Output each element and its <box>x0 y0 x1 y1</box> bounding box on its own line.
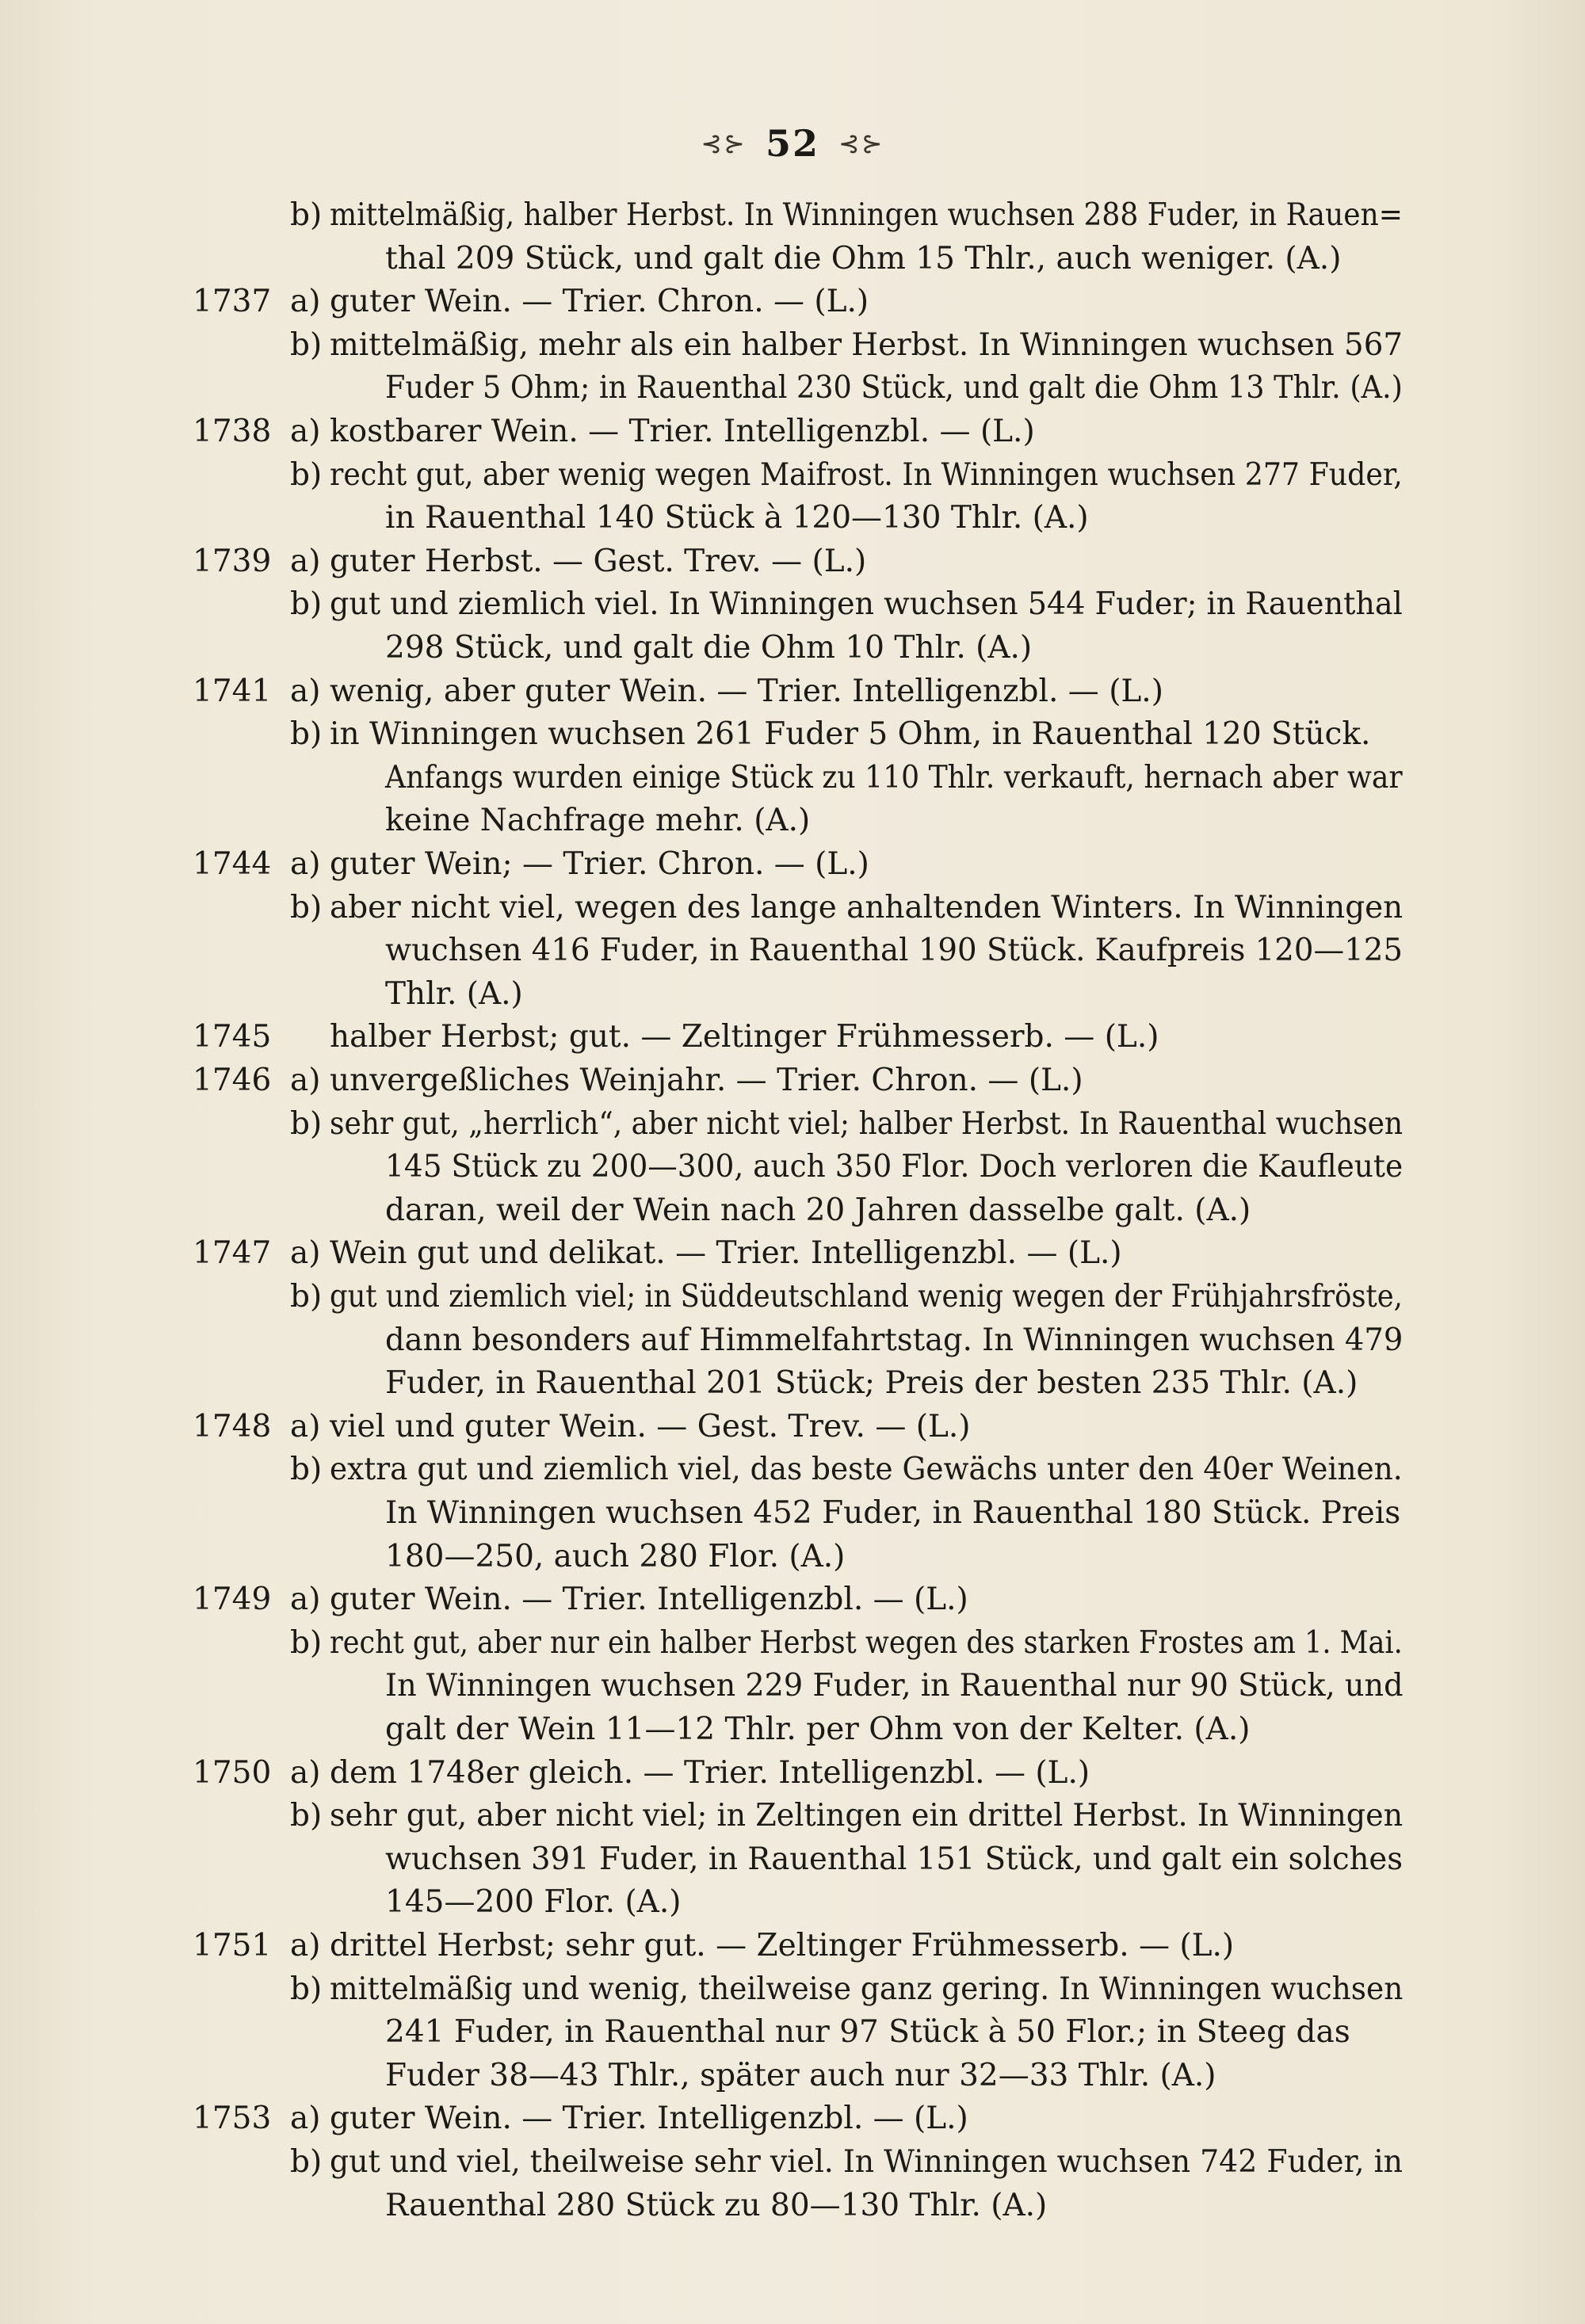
page-number: 52 <box>765 122 819 165</box>
entry-text: guter Herbst. — Gest. Trev. — (L.) <box>330 543 867 579</box>
item-marker: b) <box>290 716 323 753</box>
entry-text: extra gut und ziemlich viel, das beste Gewächs unter den 40er Weinen. <box>330 1452 1403 1488</box>
entry-text: guter Wein. — Trier. Intelligenzbl. — (L.) <box>330 1582 968 1618</box>
entry-text: in Winningen wuchsen 261 Fuder 5 Ohm, in Rauenthal 120 Stück. <box>330 716 1371 753</box>
text-line <box>0 1103 1585 1146</box>
page-header <box>0 119 1585 165</box>
entry-text: mittelmäßig, halber Herbst. In Winningen wuchsen 288 Fuder, in Rauen= <box>330 197 1403 233</box>
text-line <box>0 1968 1585 2011</box>
entry-text: unvergeßliches Weinjahr. — Trier. Chron. — (L.) <box>330 1063 1083 1098</box>
entry-text: gut und ziemlich viel. In Winningen wuchsen 544 Fuder; in Rauenthal <box>330 586 1403 623</box>
item-marker: a) <box>290 543 321 579</box>
item-marker: b) <box>290 1624 323 1661</box>
continuation-text: dann besonders auf Himmelfahrtstag. In Winningen wuchsen 479 <box>385 1322 1404 1358</box>
entry-text: sehr gut, „herrlich“, aber nicht viel; halber Herbst. In Rauenthal wuchsen <box>330 1105 1404 1142</box>
year-label: 1738 <box>193 414 272 449</box>
text-line <box>0 1578 1585 1621</box>
text-line <box>0 2055 1585 2097</box>
text-line <box>0 973 1585 1016</box>
item-marker: b) <box>290 456 323 493</box>
entry-text: mittelmäßig und wenig, theilweise ganz gering. In Winningen wuchsen <box>330 1971 1404 2007</box>
continuation-text: 145—200 Flor. (A.) <box>385 1884 682 1921</box>
item-marker: b) <box>290 586 323 623</box>
continuation-text: 180—250, auch 280 Flor. (A.) <box>385 1538 846 1574</box>
text-line <box>0 1016 1585 1059</box>
text-line <box>0 929 1585 972</box>
text-line <box>0 497 1585 540</box>
continuation-text: 298 Stück, und galt die Ohm 10 Thlr. (A.) <box>385 630 1033 666</box>
text-line <box>0 887 1585 929</box>
text-line <box>0 2011 1585 2054</box>
entry-text: drittel Herbst; sehr gut. — Zeltinger Frühmesserb. — (L.) <box>330 1928 1235 1963</box>
year-label: 1741 <box>193 673 272 709</box>
text-line <box>0 670 1585 713</box>
entry-text: mittelmäßig, mehr als ein halber Herbst. In Winningen wuchsen 567 <box>330 326 1404 363</box>
item-marker: a) <box>290 1235 321 1272</box>
continuation-text: Fuder 5 Ohm; in Rauenthal 230 Stück, und galt die Ohm 13 Thlr. (A.) <box>385 370 1403 406</box>
text-line <box>0 324 1585 367</box>
year-label: 1746 <box>193 1063 272 1098</box>
continuation-text: In Winningen wuchsen 452 Fuder, in Rauenthal 180 Stück. Preis <box>385 1495 1401 1531</box>
item-marker: b) <box>290 1798 323 1834</box>
year-label: 1750 <box>193 1754 272 1791</box>
text-line <box>0 280 1585 323</box>
year-label: 1751 <box>193 1928 272 1963</box>
text-line <box>0 1708 1585 1751</box>
text-line <box>0 238 1585 280</box>
entry-text: wenig, aber guter Wein. — Trier. Intelligenzbl. — (L.) <box>330 673 1163 709</box>
text-line <box>0 1232 1585 1275</box>
year-label: 1737 <box>193 284 272 320</box>
text-line <box>0 1838 1585 1881</box>
item-marker: a) <box>290 1928 321 1963</box>
entry-text: halber Herbst; gut. — Zeltinger Frühmesserb. — (L.) <box>330 1019 1159 1055</box>
text-line <box>0 843 1585 886</box>
item-marker: a) <box>290 1063 321 1098</box>
text-line <box>0 1319 1585 1362</box>
item-marker: b) <box>290 1279 323 1315</box>
text-line <box>0 194 1585 237</box>
entry-text: gut und ziemlich viel; in Süddeutschland wenig wegen der Frühjahrsfröste, <box>330 1279 1403 1315</box>
year-label: 1753 <box>193 2101 272 2137</box>
text-line <box>0 1881 1585 1924</box>
text-line <box>0 627 1585 670</box>
entry-text: guter Wein; — Trier. Chron. — (L.) <box>330 846 869 882</box>
text-line <box>0 2097 1585 2140</box>
entry-text: recht gut, aber wenig wegen Maifrost. In Winningen wuchsen 277 Fuder, <box>330 456 1403 493</box>
item-marker: b) <box>290 889 323 925</box>
entry-text: aber nicht viel, wegen des lange anhaltenden Winters. In Winningen <box>330 889 1404 925</box>
entry-text: recht gut, aber nur ein halber Herbst wegen des starken Frostes am 1. Mai. <box>330 1624 1403 1661</box>
item-marker: b) <box>290 1971 323 2007</box>
text-line <box>0 1276 1585 1318</box>
continuation-text: wuchsen 391 Fuder, in Rauenthal 151 Stück, und galt ein solches <box>385 1841 1404 1877</box>
text-line <box>0 1795 1585 1837</box>
text-line <box>0 713 1585 756</box>
year-label: 1745 <box>193 1019 272 1055</box>
item-marker: a) <box>290 1408 321 1444</box>
entry-text: dem 1748er gleich. — Trier. Intelligenzbl. — (L.) <box>330 1754 1090 1791</box>
item-marker: a) <box>290 846 321 882</box>
continuation-text: 241 Fuder, in Rauenthal nur 97 Stück à 50 Flor.; in Steeg das <box>385 2014 1350 2051</box>
text-line <box>0 1146 1585 1189</box>
text-line <box>0 2141 1585 2184</box>
item-marker: b) <box>290 2144 323 2180</box>
text-line <box>0 1362 1585 1405</box>
text-line <box>0 1536 1585 1578</box>
text-line <box>0 367 1585 410</box>
text-line <box>0 1189 1585 1232</box>
text-line <box>0 540 1585 583</box>
item-marker: a) <box>290 2101 321 2137</box>
continuation-text: keine Nachfrage mehr. (A.) <box>385 803 811 839</box>
text-line <box>0 1752 1585 1795</box>
continuation-text: Rauenthal 280 Stück zu 80—130 Thlr. (A.) <box>385 2187 1048 2223</box>
year-label: 1747 <box>193 1235 272 1272</box>
continuation-text: daran, weil der Wein nach 20 Jahren dasselbe galt. (A.) <box>385 1192 1251 1228</box>
item-marker: a) <box>290 414 321 449</box>
text-line <box>0 1925 1585 1967</box>
item-marker: b) <box>290 326 323 363</box>
text-line <box>0 583 1585 626</box>
item-marker: a) <box>290 1582 321 1618</box>
continuation-text: Fuder 38—43 Thlr., später auch nur 32—33 Thlr. (A.) <box>385 2057 1216 2093</box>
year-label: 1748 <box>193 1408 272 1444</box>
year-label: 1744 <box>193 846 272 882</box>
left-ornament-icon: ⊰⊱ <box>701 128 747 158</box>
item-marker: b) <box>290 197 323 233</box>
text-line <box>0 799 1585 842</box>
text-line <box>0 2185 1585 2227</box>
continuation-text: galt der Wein 11—12 Thlr. per Ohm von der Kelter. (A.) <box>385 1712 1251 1747</box>
continuation-text: thal 209 Stück, und galt die Ohm 15 Thlr., auch weniger. (A.) <box>385 240 1342 277</box>
entry-text: kostbarer Wein. — Trier. Intelligenzbl. — (L.) <box>330 414 1035 449</box>
entry-text: Wein gut und delikat. — Trier. Intelligenzbl. — (L.) <box>330 1235 1122 1272</box>
entry-text: gut und viel, theilweise sehr viel. In Winningen wuchsen 742 Fuder, in <box>330 2144 1403 2180</box>
continuation-text: in Rauenthal 140 Stück à 120—130 Thlr. (A.) <box>385 500 1089 536</box>
continuation-text: Anfangs wurden einige Stück zu 110 Thlr. verkauft, hernach aber war <box>385 759 1403 796</box>
continuation-text: In Winningen wuchsen 229 Fuder, in Rauenthal nur 90 Stück, und <box>385 1668 1404 1704</box>
continuation-text: wuchsen 416 Fuder, in Rauenthal 190 Stück. Kaufpreis 120—125 <box>385 933 1404 969</box>
continuation-text: Thlr. (A.) <box>385 975 523 1012</box>
entry-text: guter Wein. — Trier. Chron. — (L.) <box>330 284 869 320</box>
year-label: 1749 <box>193 1582 272 1618</box>
text-line <box>0 1406 1585 1448</box>
continuation-text: Fuder, in Rauenthal 201 Stück; Preis der besten 235 Thlr. (A.) <box>385 1365 1358 1402</box>
text-line <box>0 1059 1585 1102</box>
item-marker: a) <box>290 1754 321 1791</box>
entry-text: viel und guter Wein. — Gest. Trev. — (L.) <box>330 1408 971 1444</box>
item-marker: a) <box>290 284 321 320</box>
item-marker: a) <box>290 673 321 709</box>
text-line <box>0 1448 1585 1491</box>
right-ornament-icon: ⊰⊱ <box>838 128 884 158</box>
text-line <box>0 410 1585 453</box>
text-line <box>0 757 1585 799</box>
text-line <box>0 454 1585 497</box>
entry-text: sehr gut, aber nicht viel; in Zeltingen ein drittel Herbst. In Winningen <box>330 1798 1404 1834</box>
continuation-text: 145 Stück zu 200—300, auch 350 Flor. Doch verloren die Kaufleute <box>385 1149 1404 1185</box>
item-marker: b) <box>290 1105 323 1142</box>
text-line <box>0 1622 1585 1665</box>
text-line <box>0 1665 1585 1708</box>
entry-text: guter Wein. — Trier. Intelligenzbl. — (L.) <box>330 2101 968 2137</box>
text-line <box>0 1492 1585 1535</box>
item-marker: b) <box>290 1452 323 1488</box>
year-label: 1739 <box>193 543 272 579</box>
